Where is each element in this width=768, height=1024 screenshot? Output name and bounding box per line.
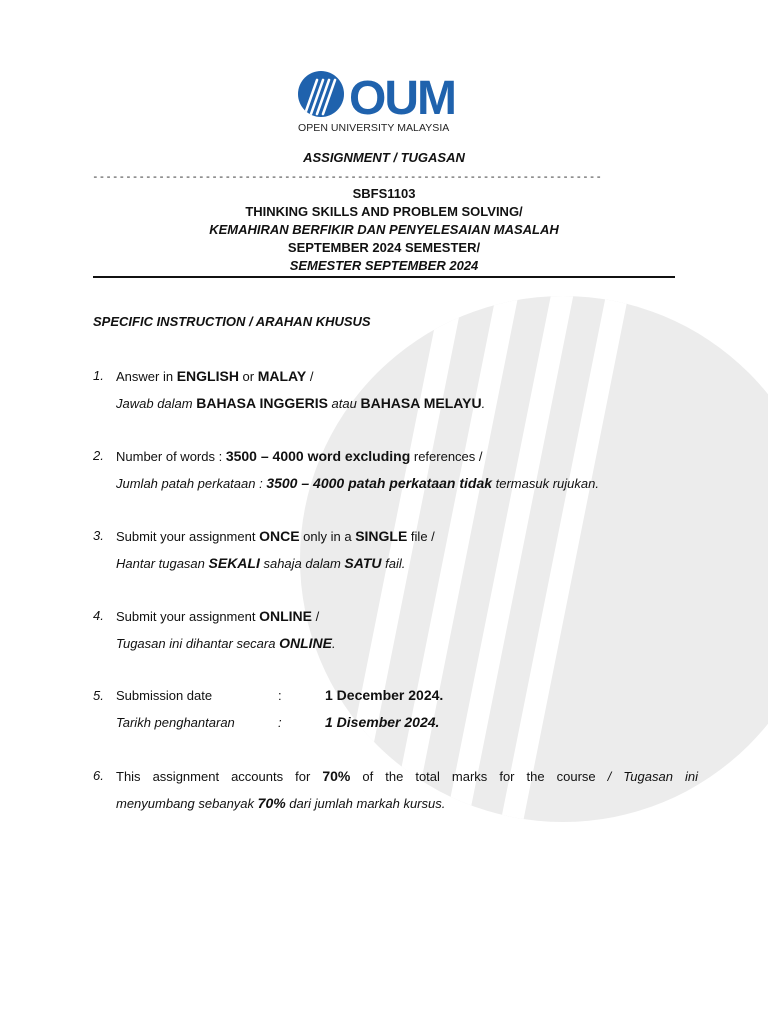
dashed-separator: ----------------------------------------------------------------------------- [92, 172, 602, 182]
assignment-title: ASSIGNMENT / TUGASAN [303, 150, 465, 165]
item-3-line-2: Hantar tugasan SEKALI sahaja dalam SATU fail. [116, 555, 406, 571]
submission-date-label: Submission date [116, 688, 213, 703]
oum-logo [297, 70, 472, 120]
item-number: 5. [93, 688, 104, 703]
submission-date-value-ms: 1 Disember 2024. [325, 714, 440, 730]
item-number: 3. [93, 528, 104, 543]
item-number: 2. [93, 448, 104, 463]
item-2-line-1: Number of words : 3500 – 4000 word excluding references / [116, 448, 483, 464]
item-1-line-2: Jawab dalam BAHASA INGGERIS atau BAHASA MELAYU. [116, 395, 486, 411]
colon: : [278, 688, 282, 703]
globe-icon [298, 71, 344, 117]
colon: : [278, 715, 282, 730]
course-code: SBFS1103 [352, 186, 416, 201]
item-2-line-2: Jumlah patah perkataan : 3500 – 4000 patah perkataan tidak termasuk rujukan. [116, 475, 599, 491]
logo-subtitle: OPEN UNIVERSITY MALAYSIA [298, 122, 450, 134]
item-3-line-1: Submit your assignment ONCE only in a SINGLE file / [116, 528, 435, 544]
semester-ms: SEMESTER SEPTEMBER 2024 [289, 258, 479, 273]
item-6-line-1: This assignment accounts for 70% of the total marks for the course / Tugasan ini [116, 768, 698, 784]
item-4-line-1: Submit your assignment ONLINE / [116, 608, 320, 624]
item-number: 6. [93, 768, 104, 783]
item-6-line-2: menyumbang sebanyak 70% dari jumlah markah kursus. [116, 795, 446, 811]
item-number: 4. [93, 608, 104, 623]
item-number: 1. [93, 368, 104, 383]
course-name-ms: KEMAHIRAN BERFIKIR DAN PENYELESAIAN MASALAH [209, 222, 559, 237]
item-4-line-2: Tugasan ini dihantar secara ONLINE. [116, 635, 336, 651]
header-divider [93, 276, 675, 278]
semester-en: SEPTEMBER 2024 SEMESTER/ [287, 240, 481, 255]
item-1-line-1: Answer in ENGLISH or MALAY / [116, 368, 314, 384]
instructions-title: SPECIFIC INSTRUCTION / ARAHAN KHUSUS [93, 314, 371, 329]
logo-wordmark: OUM [349, 72, 455, 120]
course-name-en: THINKING SKILLS AND PROBLEM SOLVING/ [245, 204, 523, 219]
submission-date-value: 1 December 2024. [325, 687, 444, 703]
submission-date-label-ms: Tarikh penghantaran [116, 715, 235, 730]
